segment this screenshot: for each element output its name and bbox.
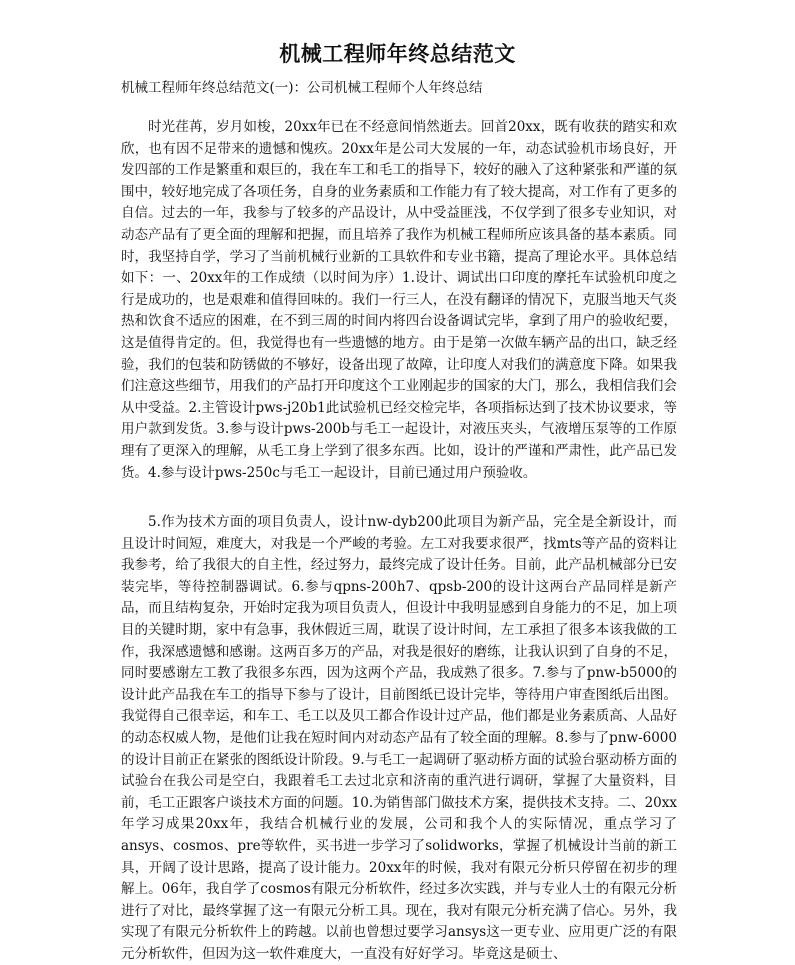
body-paragraph-2: 5.作为技术方面的项目负责人，设计nw-dyb200此项目为新产品，完全是全新设计，而且设计时间短，难度大，对我是一个严峻的考验。左工对我要求很严，找mts等产品的资料让我参考，给了我很大的自主性，经过努力，最终完成了设计任务。目前，此产品机械部分已安装完毕，等待控制器调试。6.参与qpns-200h7、qpsb-200的设计这两台产品同样是新产品，而且结构复杂，开始时定我为项目负责人，但设计中我明显感到自身能力的不足，加上项目的关键时期，家中有急事，我休假近三周，耽误了设计时间，左工承担了很多本该我做的工作，我深感遗憾和感谢。这两百多万的产品，对我是很好的磨练，让我认识到了自身的不足，同时要感谢左工教了我很多东西，因为这两个产品，我成熟了很多。7.参与了pnw-b5000的设计此产品我在车工的指导下参与了设计，目前图纸已设计完毕，等待用户审查图纸后出图。我觉得自己很幸运，和车工、毛工以及贝工都合作设计过产品，他们都是业务素质高、人品好的动态权威人物，是他们让我在短时间内对动态产品有了较全面的理解。8.参与了pnw-6000的设计目前正在紧张的图纸设计阶段。9.与毛工一起调研了驱动桥方面的试验台驱动桥方面的试验台在我公司是空白，我跟着毛工去过北京和济南的重汽进行调研，掌握了大量资料，目前，毛工正跟客户谈技术方面的问题。10.为销售部门做技术方案，提供技术支持。二、20xx年学习成果20xx年，我结合机械行业的发展，公司和我个人的实际情况，重点学习了ansys、cosmos、pre等软件，买书进一步学习了solidworks，掌握了机械设计当前的新工具，开阔了设计思路，提高了设计能力。20xx年的时候，我对有限元分析只停留在初步的理解上。06年，我自学了cosmos有限元分析软件，经过多次实践，并与专业人士的有限元分析进行了对比，最终掌握了这一有限元分析工具。现在，我对有限元分析充满了信心。另外，我实现了有限元分析软件上的跨越。以前也曾想过要学习ansys这一更专业、应用更广泛的有限元分析软件，但因为这一软件难度大，一直没有好好学习。毕竟这是硕士、 xyxy=(121,514,677,962)
document-title: 机械工程师年终总结范文 xyxy=(279,41,516,66)
document-subtitle: 机械工程师年终总结范文(一)：公司机械工程师个人年终总结 xyxy=(121,80,483,96)
body-paragraph-1: 时光荏苒，岁月如梭，20xx年已在不经意间悄然逝去。回首20xx，既有收获的踏实和欢欣，也有因不足带来的遗憾和愧疚。20xx年是公司大发展的一年，动态试验机市场良好，开发四部的工作是繁重和艰巨的，我在车工和毛工的指导下，较好的融入了这种紧张和严谨的氛围中，较好地完成了各项任务，自身的业务素质和工作能力有了较大提高，对工作有了更多的自信。过去的一年，我参与了较多的产品设计，从中受益匪浅，不仅学到了很多专业知识，对动态产品有了更全面的理解和把握，而且培养了我作为机械工程师所应该具备的基本素质。同时，我坚持自学，学习了当前机械行业新的工具软件和专业书籍，提高了理论水平。具体总结如下：一、20xx年的工作成绩（以时间为序）1.设计、调试出口印度的摩托车试验机印度之行是成功的，也是艰难和值得回味的。我们一行三人，在没有翻译的情况下，克服当地天气炎热和饮食不适应的困难，在不到三周的时间内将四台设备调试完毕，拿到了用户的验收纪要，这是值得肯定的。但，我觉得也有一些遗憾的地方。由于是第一次做车辆产品的出口，缺乏经验，我们的包装和防锈做的不够好，设备出现了故障，让印度人对我们的满意度下降。如果我们注意这些细节，用我们的产品打开印度这个工业刚起步的国家的大门，那么，我相信我们会从中受益。2.主管设计pws-j20b1此试验机已经交检完毕，各项指标达到了技术协议要求，等用户款到发货。3.参与设计pws-200b与毛工一起设计，对液压夹头，气液增压泵等的工作原理有了更深入的理解，从毛工身上学到了很多东西。比如，设计的严谨和严肃性，此产品已发货。4.参与设计pws-250c与毛工一起设计，目前已通过用户预验收。 xyxy=(121,119,677,481)
